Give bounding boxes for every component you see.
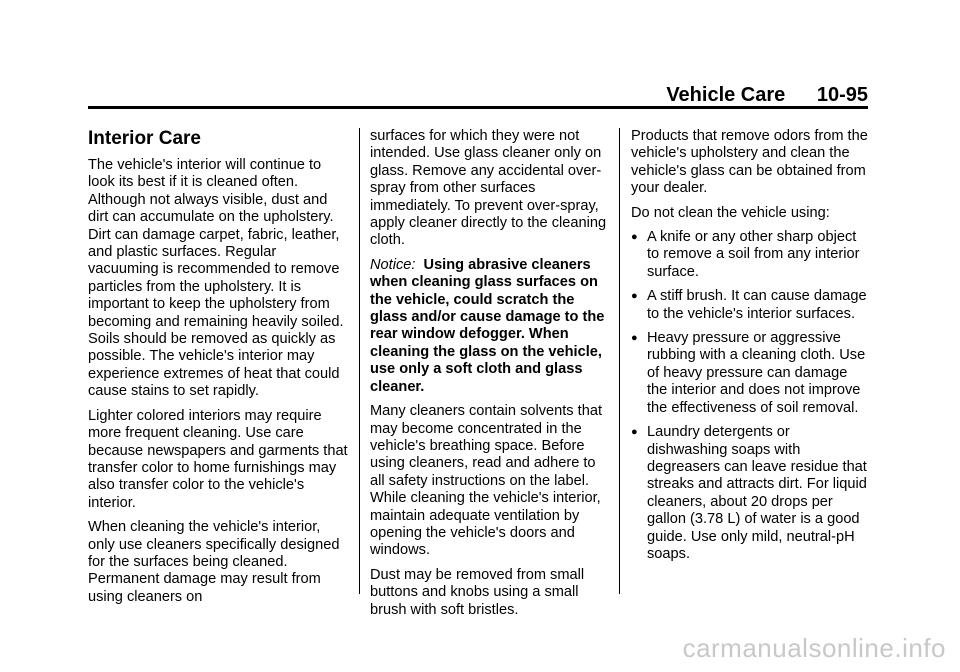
paragraph: Lighter colored interiors may require more frequent cleaning. Use care because newspapers and garments that transfer color to home furnishings may also transfer color to the vehicle's interior.	[88, 407, 348, 511]
interior-care-heading: Interior Care	[88, 128, 201, 149]
notice-label: Notice:	[370, 256, 416, 273]
bullet-icon: ●	[631, 231, 638, 244]
list-item: ● A knife or any other sharp object to remove a soil from any interior surface.	[631, 229, 860, 280]
watermark: carmanualsonline.info	[682, 633, 946, 663]
page-number: 10-95	[816, 84, 868, 106]
paragraph: Do not clean the vehicle using:	[631, 204, 830, 221]
section-title: Vehicle Care	[666, 84, 786, 106]
notice	[370, 257, 610, 396]
paragraph: Many cleaners contain solvents that may become concentrated in the vehicle's breathing space. Before using cleaners, read and adhere to all safety instructions on the label. While cleaning the vehicle's interior, maintain adequate ventilation by opening the vehicle's doors and windows.	[370, 403, 603, 559]
list-item: ● Heavy pressure or aggressive rubbing with a cleaning cloth. Use of heavy pressure can damage the interior and does not improve the effectiveness of soil removal.	[631, 330, 866, 416]
column-2	[370, 128, 610, 626]
page-header	[666, 84, 868, 106]
paragraph: The vehicle's interior will continue to look its best if it is cleaned often. Although not always visible, dust and dirt can accumulate on the upholstery. Dirt can damage carpet, fabric, leather, and plastic surfaces. Regular vacuuming is recommended to remove particles from the upholstery. It is important to keep the upholstery from becoming and remaining heavily soiled. Soils should be removed as quickly as possible. The vehicle's interior may experience extremes of heat that could cause stains to set rapidly.	[88, 157, 344, 400]
paragraph: Dust may be removed from small buttons and knobs using a small brush with soft bristles.	[370, 566, 585, 618]
bullet-list	[631, 229, 871, 563]
bullet-icon: ●	[631, 332, 638, 345]
list-item: ● Laundry detergents or dishwashing soaps with degreasers can leave residue that streaks and attracts dirt. For liquid cleaners, about 20 drops per gallon (3.78 L) of water is a good guide. Use only mild, neutral-pH soaps.	[631, 424, 867, 562]
bullet-icon: ●	[631, 426, 638, 439]
header-rule	[88, 106, 868, 109]
paragraph: Products that remove odors from the vehicle's upholstery and clean the vehicle's glass can be obtained from your dealer.	[631, 128, 868, 197]
list-item: ● A stiff brush. It can cause damage to the vehicle's interior surfaces.	[631, 288, 867, 322]
column-1	[88, 128, 348, 613]
paragraph: surfaces for which they were not intended. Use glass cleaner only on glass. Remove any accidental over-spray from other surfaces immediately. To prevent over-spray, apply cleaner directly to the cleaning cloth.	[370, 128, 607, 249]
column-divider	[359, 128, 360, 594]
paragraph: When cleaning the vehicle's interior, only use cleaners specifically designed for the surfaces being cleaned. Permanent damage may result from using cleaners on	[88, 519, 340, 605]
column-divider	[619, 128, 620, 594]
notice-body: Using abrasive cleaners when cleaning glass surfaces on the vehicle, could scratch the glass and/or cause damage to the rear window defogger. When cleaning the glass on the vehicle, use only a soft cloth and glass cleaner.	[370, 256, 605, 395]
column-3	[631, 128, 871, 570]
bullet-icon: ●	[631, 290, 638, 303]
